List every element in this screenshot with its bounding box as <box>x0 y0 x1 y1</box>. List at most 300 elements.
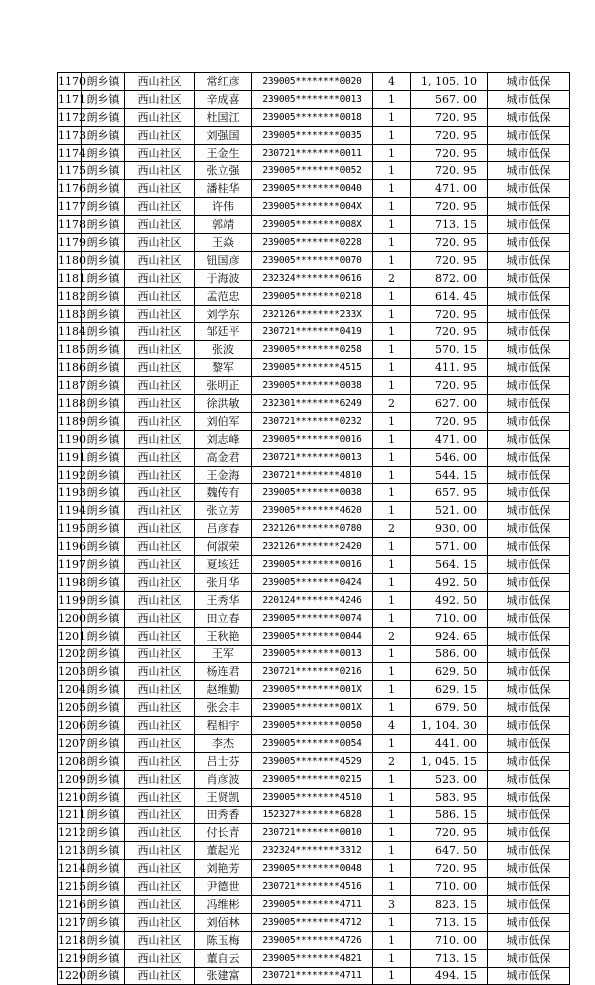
name-cell: 杜国江 <box>195 108 252 126</box>
id-number-cell: 239005********0258 <box>252 341 373 359</box>
household-count-cell: 1 <box>373 788 411 806</box>
town-cell: 朗乡镇 <box>82 466 125 484</box>
community-cell: 西山社区 <box>125 663 195 681</box>
table-row <box>58 412 570 430</box>
amount-cell: 1, 105. 10 <box>411 73 488 91</box>
amount-cell: 872. 00 <box>411 269 488 287</box>
id-number-cell: 239005********4712 <box>252 913 373 931</box>
town-cell: 朗乡镇 <box>82 806 125 824</box>
row-number-cell: 1182 <box>58 287 82 305</box>
amount-cell: 564. 15 <box>411 556 488 574</box>
id-number-cell: 239005********004X <box>252 198 373 216</box>
community-cell: 西山社区 <box>125 520 195 538</box>
household-count-cell: 1 <box>373 502 411 520</box>
town-cell: 朗乡镇 <box>82 412 125 430</box>
town-cell: 朗乡镇 <box>82 788 125 806</box>
household-count-cell: 1 <box>373 180 411 198</box>
town-cell: 朗乡镇 <box>82 824 125 842</box>
name-cell: 肖彦波 <box>195 770 252 788</box>
community-cell: 西山社区 <box>125 269 195 287</box>
community-cell: 西山社区 <box>125 788 195 806</box>
row-number-cell: 1193 <box>58 484 82 502</box>
household-count-cell: 1 <box>373 430 411 448</box>
household-count-cell: 1 <box>373 108 411 126</box>
town-cell: 朗乡镇 <box>82 144 125 162</box>
row-number-cell: 1204 <box>58 681 82 699</box>
name-cell: 王贤凯 <box>195 788 252 806</box>
town-cell: 朗乡镇 <box>82 663 125 681</box>
table-row <box>58 198 570 216</box>
amount-cell: 713. 15 <box>411 216 488 234</box>
row-number-cell: 1220 <box>58 967 82 985</box>
table-row <box>58 556 570 574</box>
row-number-cell: 1206 <box>58 717 82 735</box>
household-count-cell: 1 <box>373 842 411 860</box>
relief-type-cell: 城市低保 <box>488 395 570 413</box>
household-count-cell: 1 <box>373 860 411 878</box>
relief-type-cell: 城市低保 <box>488 269 570 287</box>
community-cell: 西山社区 <box>125 502 195 520</box>
name-cell: 董自云 <box>195 949 252 967</box>
id-number-cell: 239005********0052 <box>252 162 373 180</box>
community-cell: 西山社区 <box>125 645 195 663</box>
relief-type-cell: 城市低保 <box>488 287 570 305</box>
household-count-cell: 1 <box>373 931 411 949</box>
town-cell: 朗乡镇 <box>82 359 125 377</box>
amount-cell: 720. 95 <box>411 108 488 126</box>
table-row <box>58 931 570 949</box>
community-cell: 西山社区 <box>125 752 195 770</box>
community-cell: 西山社区 <box>125 341 195 359</box>
town-cell: 朗乡镇 <box>82 645 125 663</box>
relief-type-cell: 城市低保 <box>488 466 570 484</box>
amount-cell: 544. 15 <box>411 466 488 484</box>
table-row <box>58 108 570 126</box>
household-count-cell: 1 <box>373 734 411 752</box>
table-row <box>58 573 570 591</box>
town-cell: 朗乡镇 <box>82 609 125 627</box>
amount-cell: 614. 45 <box>411 287 488 305</box>
row-number-cell: 1180 <box>58 251 82 269</box>
row-number-cell: 1211 <box>58 806 82 824</box>
name-cell: 程相宇 <box>195 717 252 735</box>
name-cell: 常红彦 <box>195 73 252 91</box>
household-count-cell: 1 <box>373 234 411 252</box>
amount-cell: 492. 50 <box>411 573 488 591</box>
town-cell: 朗乡镇 <box>82 520 125 538</box>
household-count-cell: 1 <box>373 144 411 162</box>
table-row <box>58 895 570 913</box>
household-count-cell: 1 <box>373 412 411 430</box>
name-cell: 王秀华 <box>195 591 252 609</box>
household-count-cell: 1 <box>373 251 411 269</box>
amount-cell: 720. 95 <box>411 144 488 162</box>
amount-cell: 647. 50 <box>411 842 488 860</box>
community-cell: 西山社区 <box>125 377 195 395</box>
table-row <box>58 824 570 842</box>
town-cell: 朗乡镇 <box>82 180 125 198</box>
name-cell: 魏传有 <box>195 484 252 502</box>
relief-type-cell: 城市低保 <box>488 180 570 198</box>
relief-type-cell: 城市低保 <box>488 752 570 770</box>
community-cell: 西山社区 <box>125 770 195 788</box>
row-number-cell: 1208 <box>58 752 82 770</box>
table-row <box>58 913 570 931</box>
relief-type-cell: 城市低保 <box>488 913 570 931</box>
id-number-cell: 239005********0038 <box>252 484 373 502</box>
amount-cell: 492. 50 <box>411 591 488 609</box>
name-cell: 张月华 <box>195 573 252 591</box>
town-cell: 朗乡镇 <box>82 573 125 591</box>
amount-cell: 441. 00 <box>411 734 488 752</box>
amount-cell: 720. 95 <box>411 162 488 180</box>
amount-cell: 710. 00 <box>411 931 488 949</box>
id-number-cell: 239005********4529 <box>252 752 373 770</box>
row-number-cell: 1186 <box>58 359 82 377</box>
table-row <box>58 717 570 735</box>
relief-type-cell: 城市低保 <box>488 770 570 788</box>
relief-type-cell: 城市低保 <box>488 591 570 609</box>
community-cell: 西山社区 <box>125 895 195 913</box>
household-count-cell: 1 <box>373 323 411 341</box>
community-cell: 西山社区 <box>125 359 195 377</box>
table-row <box>58 967 570 985</box>
table-row <box>58 305 570 323</box>
amount-cell: 567. 00 <box>411 90 488 108</box>
town-cell: 朗乡镇 <box>82 967 125 985</box>
town-cell: 朗乡镇 <box>82 895 125 913</box>
relief-type-cell: 城市低保 <box>488 663 570 681</box>
community-cell: 西山社区 <box>125 591 195 609</box>
amount-cell: 494. 15 <box>411 967 488 985</box>
amount-cell: 523. 00 <box>411 770 488 788</box>
name-cell: 王秋艳 <box>195 627 252 645</box>
id-number-cell: 239005********0215 <box>252 770 373 788</box>
amount-cell: 720. 95 <box>411 323 488 341</box>
community-cell: 西山社区 <box>125 73 195 91</box>
row-number-cell: 1188 <box>58 395 82 413</box>
id-number-cell: 239005********0218 <box>252 287 373 305</box>
row-number-cell: 1171 <box>58 90 82 108</box>
household-count-cell: 2 <box>373 395 411 413</box>
name-cell: 刘伯军 <box>195 412 252 430</box>
name-cell: 夏垓廷 <box>195 556 252 574</box>
name-cell: 赵维勤 <box>195 681 252 699</box>
community-cell: 西山社区 <box>125 824 195 842</box>
table-row <box>58 806 570 824</box>
table-row <box>58 734 570 752</box>
community-cell: 西山社区 <box>125 305 195 323</box>
town-cell: 朗乡镇 <box>82 234 125 252</box>
town-cell: 朗乡镇 <box>82 878 125 896</box>
household-count-cell: 1 <box>373 913 411 931</box>
id-number-cell: 239005********0054 <box>252 734 373 752</box>
town-cell: 朗乡镇 <box>82 752 125 770</box>
community-cell: 西山社区 <box>125 90 195 108</box>
id-number-cell: 239005********0044 <box>252 627 373 645</box>
id-number-cell: 230721********0011 <box>252 144 373 162</box>
community-cell: 西山社区 <box>125 699 195 717</box>
relief-roster-table <box>57 72 570 985</box>
relief-type-cell: 城市低保 <box>488 108 570 126</box>
town-cell: 朗乡镇 <box>82 770 125 788</box>
amount-cell: 1, 104. 30 <box>411 717 488 735</box>
amount-cell: 930. 00 <box>411 520 488 538</box>
row-number-cell: 1181 <box>58 269 82 287</box>
community-cell: 西山社区 <box>125 860 195 878</box>
name-cell: 刘学东 <box>195 305 252 323</box>
town-cell: 朗乡镇 <box>82 90 125 108</box>
id-number-cell: 239005********0016 <box>252 556 373 574</box>
id-number-cell: 230721********0010 <box>252 824 373 842</box>
table-row <box>58 216 570 234</box>
amount-cell: 713. 15 <box>411 949 488 967</box>
row-number-cell: 1187 <box>58 377 82 395</box>
row-number-cell: 1201 <box>58 627 82 645</box>
name-cell: 辛成喜 <box>195 90 252 108</box>
table-row <box>58 162 570 180</box>
id-number-cell: 239005********0013 <box>252 90 373 108</box>
household-count-cell: 1 <box>373 466 411 484</box>
id-number-cell: 239005********0035 <box>252 126 373 144</box>
table-row <box>58 484 570 502</box>
name-cell: 王焱 <box>195 234 252 252</box>
town-cell: 朗乡镇 <box>82 538 125 556</box>
name-cell: 付长青 <box>195 824 252 842</box>
relief-type-cell: 城市低保 <box>488 73 570 91</box>
community-cell: 西山社区 <box>125 144 195 162</box>
row-number-cell: 1205 <box>58 699 82 717</box>
id-number-cell: 230721********0013 <box>252 448 373 466</box>
household-count-cell: 1 <box>373 556 411 574</box>
name-cell: 于海波 <box>195 269 252 287</box>
id-number-cell: 230721********4516 <box>252 878 373 896</box>
household-count-cell: 3 <box>373 895 411 913</box>
table-row <box>58 538 570 556</box>
id-number-cell: 239005********001X <box>252 681 373 699</box>
row-number-cell: 1191 <box>58 448 82 466</box>
town-cell: 朗乡镇 <box>82 162 125 180</box>
row-number-cell: 1173 <box>58 126 82 144</box>
relief-type-cell: 城市低保 <box>488 126 570 144</box>
household-count-cell: 1 <box>373 699 411 717</box>
row-number-cell: 1194 <box>58 502 82 520</box>
id-number-cell: 220124********4246 <box>252 591 373 609</box>
town-cell: 朗乡镇 <box>82 377 125 395</box>
household-count-cell: 1 <box>373 90 411 108</box>
town-cell: 朗乡镇 <box>82 591 125 609</box>
name-cell: 孟范忠 <box>195 287 252 305</box>
community-cell: 西山社区 <box>125 538 195 556</box>
community-cell: 西山社区 <box>125 573 195 591</box>
household-count-cell: 2 <box>373 520 411 538</box>
community-cell: 西山社区 <box>125 967 195 985</box>
id-number-cell: 230721********4711 <box>252 967 373 985</box>
id-number-cell: 239005********4510 <box>252 788 373 806</box>
amount-cell: 629. 50 <box>411 663 488 681</box>
amount-cell: 720. 95 <box>411 377 488 395</box>
id-number-cell: 239005********0074 <box>252 609 373 627</box>
household-count-cell: 1 <box>373 967 411 985</box>
id-number-cell: 232126********2420 <box>252 538 373 556</box>
relief-type-cell: 城市低保 <box>488 90 570 108</box>
town-cell: 朗乡镇 <box>82 430 125 448</box>
household-count-cell: 4 <box>373 717 411 735</box>
name-cell: 潘桂华 <box>195 180 252 198</box>
row-number-cell: 1207 <box>58 734 82 752</box>
table-row <box>58 681 570 699</box>
id-number-cell: 239005********0020 <box>252 73 373 91</box>
household-count-cell: 1 <box>373 573 411 591</box>
table-row <box>58 502 570 520</box>
household-count-cell: 1 <box>373 377 411 395</box>
row-number-cell: 1192 <box>58 466 82 484</box>
relief-type-cell: 城市低保 <box>488 878 570 896</box>
table-row <box>58 126 570 144</box>
town-cell: 朗乡镇 <box>82 502 125 520</box>
relief-type-cell: 城市低保 <box>488 538 570 556</box>
community-cell: 西山社区 <box>125 556 195 574</box>
household-count-cell: 1 <box>373 341 411 359</box>
name-cell: 张立强 <box>195 162 252 180</box>
town-cell: 朗乡镇 <box>82 627 125 645</box>
name-cell: 何淑荣 <box>195 538 252 556</box>
name-cell: 张立芳 <box>195 502 252 520</box>
community-cell: 西山社区 <box>125 162 195 180</box>
row-number-cell: 1179 <box>58 234 82 252</box>
amount-cell: 713. 15 <box>411 913 488 931</box>
community-cell: 西山社区 <box>125 878 195 896</box>
name-cell: 邹廷平 <box>195 323 252 341</box>
community-cell: 西山社区 <box>125 126 195 144</box>
table-row <box>58 520 570 538</box>
row-number-cell: 1215 <box>58 878 82 896</box>
relief-type-cell: 城市低保 <box>488 448 570 466</box>
row-number-cell: 1176 <box>58 180 82 198</box>
relief-type-cell: 城市低保 <box>488 144 570 162</box>
name-cell: 刘志峰 <box>195 430 252 448</box>
table-row <box>58 878 570 896</box>
relief-type-cell: 城市低保 <box>488 520 570 538</box>
id-number-cell: 239005********0070 <box>252 251 373 269</box>
name-cell: 郭靖 <box>195 216 252 234</box>
id-number-cell: 239005********0013 <box>252 645 373 663</box>
table-row <box>58 287 570 305</box>
relief-type-cell: 城市低保 <box>488 788 570 806</box>
household-count-cell: 1 <box>373 949 411 967</box>
relief-type-cell: 城市低保 <box>488 305 570 323</box>
amount-cell: 629. 15 <box>411 681 488 699</box>
row-number-cell: 1175 <box>58 162 82 180</box>
community-cell: 西山社区 <box>125 180 195 198</box>
household-count-cell: 1 <box>373 448 411 466</box>
amount-cell: 571. 00 <box>411 538 488 556</box>
row-number-cell: 1202 <box>58 645 82 663</box>
id-number-cell: 239005********4821 <box>252 949 373 967</box>
id-number-cell: 230721********0232 <box>252 412 373 430</box>
amount-cell: 411. 95 <box>411 359 488 377</box>
row-number-cell: 1174 <box>58 144 82 162</box>
community-cell: 西山社区 <box>125 323 195 341</box>
table-row <box>58 341 570 359</box>
relief-type-cell: 城市低保 <box>488 251 570 269</box>
id-number-cell: 232301********6249 <box>252 395 373 413</box>
relief-type-cell: 城市低保 <box>488 609 570 627</box>
name-cell: 田立春 <box>195 609 252 627</box>
table-row <box>58 591 570 609</box>
household-count-cell: 1 <box>373 609 411 627</box>
id-number-cell: 239005********001X <box>252 699 373 717</box>
row-number-cell: 1212 <box>58 824 82 842</box>
relief-type-cell: 城市低保 <box>488 627 570 645</box>
amount-cell: 521. 00 <box>411 502 488 520</box>
amount-cell: 720. 95 <box>411 824 488 842</box>
name-cell: 王军 <box>195 645 252 663</box>
amount-cell: 720. 95 <box>411 412 488 430</box>
household-count-cell: 1 <box>373 770 411 788</box>
town-cell: 朗乡镇 <box>82 448 125 466</box>
community-cell: 西山社区 <box>125 234 195 252</box>
household-count-cell: 1 <box>373 126 411 144</box>
row-number-cell: 1170 <box>58 73 82 91</box>
household-count-cell: 1 <box>373 359 411 377</box>
id-number-cell: 239005********0228 <box>252 234 373 252</box>
id-number-cell: 239005********0048 <box>252 860 373 878</box>
id-number-cell: 232324********0616 <box>252 269 373 287</box>
household-count-cell: 2 <box>373 627 411 645</box>
name-cell: 张明正 <box>195 377 252 395</box>
name-cell: 王金生 <box>195 144 252 162</box>
amount-cell: 1, 045. 15 <box>411 752 488 770</box>
id-number-cell: 230721********0216 <box>252 663 373 681</box>
amount-cell: 471. 00 <box>411 180 488 198</box>
amount-cell: 823. 15 <box>411 895 488 913</box>
relief-type-cell: 城市低保 <box>488 645 570 663</box>
row-number-cell: 1217 <box>58 913 82 931</box>
table-row <box>58 359 570 377</box>
relief-type-cell: 城市低保 <box>488 931 570 949</box>
table-row <box>58 144 570 162</box>
amount-cell: 583. 95 <box>411 788 488 806</box>
relief-type-cell: 城市低保 <box>488 359 570 377</box>
row-number-cell: 1213 <box>58 842 82 860</box>
table-row <box>58 752 570 770</box>
household-count-cell: 1 <box>373 216 411 234</box>
row-number-cell: 1190 <box>58 430 82 448</box>
amount-cell: 586. 00 <box>411 645 488 663</box>
town-cell: 朗乡镇 <box>82 287 125 305</box>
table-body <box>58 73 570 985</box>
household-count-cell: 1 <box>373 162 411 180</box>
town-cell: 朗乡镇 <box>82 73 125 91</box>
town-cell: 朗乡镇 <box>82 681 125 699</box>
town-cell: 朗乡镇 <box>82 913 125 931</box>
town-cell: 朗乡镇 <box>82 949 125 967</box>
household-count-cell: 2 <box>373 269 411 287</box>
row-number-cell: 1185 <box>58 341 82 359</box>
town-cell: 朗乡镇 <box>82 842 125 860</box>
table-row <box>58 448 570 466</box>
row-number-cell: 1197 <box>58 556 82 574</box>
id-number-cell: 239005********0050 <box>252 717 373 735</box>
relief-type-cell: 城市低保 <box>488 949 570 967</box>
row-number-cell: 1216 <box>58 895 82 913</box>
row-number-cell: 1200 <box>58 609 82 627</box>
name-cell: 董起光 <box>195 842 252 860</box>
relief-type-cell: 城市低保 <box>488 806 570 824</box>
row-number-cell: 1196 <box>58 538 82 556</box>
name-cell: 张波 <box>195 341 252 359</box>
